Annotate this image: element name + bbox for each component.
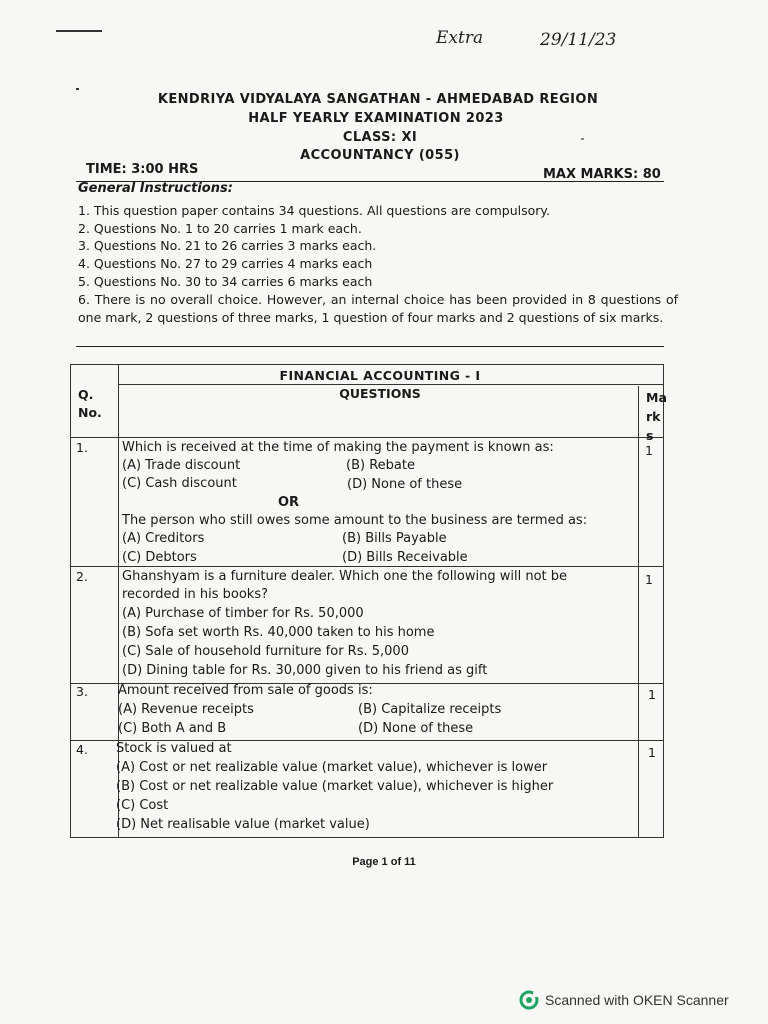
option-a: (A) Revenue receipts (118, 702, 254, 717)
option-a: (A) Cost or net realizable value (market value), whichever is lower (116, 760, 548, 775)
section-title: FINANCIAL ACCOUNTING - I (279, 368, 481, 383)
handwritten-date: 29/11/23 (540, 30, 617, 50)
header-subject: ACCOUNTANCY (055) (300, 148, 460, 163)
option-a: (A) Trade discount (122, 458, 241, 473)
option-b: (B) Cost or net realizable value (market value), whichever is higher (116, 779, 554, 794)
question-mark: 1 (648, 745, 656, 760)
qno-heading-line: Q. (78, 387, 94, 402)
question-number: 1. (76, 440, 88, 455)
option-c: (C) Both A and B (118, 721, 227, 736)
question-stem-alt: The person who still owes some amount to the business are termed as: (122, 513, 588, 528)
option-c: (C) Debtors (122, 550, 197, 565)
pen-dash-mark (56, 30, 102, 32)
page-number: Page 1 of 11 (352, 856, 416, 868)
question-number: 2. (76, 569, 88, 584)
header-exam: HALF YEARLY EXAMINATION 2023 (248, 111, 504, 126)
max-marks: MAX MARKS: 80 (543, 167, 661, 182)
or-label: OR (278, 495, 300, 510)
option-b: (B) Capitalize receipts (358, 702, 502, 717)
option-b: (B) Bills Payable (342, 531, 447, 546)
option-d: (D) Dining table for Rs. 30,000 given to his friend as gift (122, 663, 488, 678)
option-a: (A) Purchase of timber for Rs. 50,000 (122, 606, 364, 621)
question-stem-cont: recorded in his books? (122, 587, 269, 602)
option-b: (B) Sofa set worth Rs. 40,000 taken to his home (122, 625, 435, 640)
questions-heading: QUESTIONS (339, 386, 421, 401)
instruction-2: 2. Questions No. 1 to 20 carries 1 mark each. (78, 221, 362, 236)
question-stem: Which is received at the time of making the payment is known as: (122, 440, 554, 455)
oken-scanner-icon (519, 990, 539, 1010)
oken-scanner-icon-graphic (519, 990, 539, 1010)
option-c: (C) Sale of household furniture for Rs. 5,000 (122, 644, 409, 659)
marks-heading-line: s (646, 428, 654, 443)
option-a: (A) Creditors (122, 531, 205, 546)
question-stem: Amount received from sale of goods is: (118, 683, 373, 698)
qno-heading-line: No. (78, 405, 102, 420)
header-organization: KENDRIYA VIDYALAYA SANGATHAN - AHMEDABAD REGION (157, 92, 599, 107)
table-section-rule (118, 384, 664, 385)
scanner-label: Scanned with OKEN Scanner (545, 992, 729, 1008)
question-mark: 1 (645, 443, 653, 458)
option-c: (C) Cash discount (122, 476, 237, 491)
instruction-1: 1. This question paper contains 34 questions. All questions are compulsory. (78, 203, 551, 218)
exam-time: TIME: 3:00 HRS (86, 162, 199, 177)
option-c: (C) Cost (116, 798, 169, 813)
scanner-watermark (519, 990, 729, 1010)
instruction-3: 3. Questions No. 21 to 26 carries 3 marks each. (78, 238, 377, 253)
qno-heading (78, 386, 102, 422)
option-d: (D) None of these (347, 477, 463, 492)
instruction-6: 6. There is no overall choice. However, an internal choice has been provided in 8 questions of one mark, 2 questions of three marks, 1 question of four marks and 2 questions of six marks. (78, 292, 678, 325)
question-stem: Ghanshyam is a furniture dealer. Which one the following will not be (122, 569, 568, 584)
instructions-title: General Instructions: (78, 181, 233, 196)
question-mark: 1 (648, 687, 656, 702)
question-number: 3. (76, 684, 88, 699)
instruction-5: 5. Questions No. 30 to 34 carries 6 marks each (78, 274, 373, 289)
marks-heading-line: rk (646, 409, 661, 424)
option-d: (D) None of these (358, 721, 474, 736)
option-d: (D) Bills Receivable (342, 550, 468, 565)
instructions-rule (76, 346, 664, 347)
handwritten-note: Extra (436, 28, 484, 48)
question-number: 4. (76, 742, 88, 757)
marks-heading (646, 388, 667, 445)
table-row-rule (70, 566, 664, 567)
question-mark: 1 (645, 572, 653, 587)
ink-dot (76, 88, 79, 90)
header-class: CLASS: XI (342, 130, 418, 145)
question-stem: Stock is valued at (116, 741, 232, 756)
marks-heading-line: Ma (646, 390, 667, 405)
option-d: (D) Net realisable value (market value) (116, 817, 370, 832)
option-b: (B) Rebate (346, 458, 415, 473)
instruction-4: 4. Questions No. 27 to 29 carries 4 marks each (78, 256, 373, 271)
table-col-divider-2 (638, 386, 639, 838)
table-row-rule (70, 437, 664, 438)
